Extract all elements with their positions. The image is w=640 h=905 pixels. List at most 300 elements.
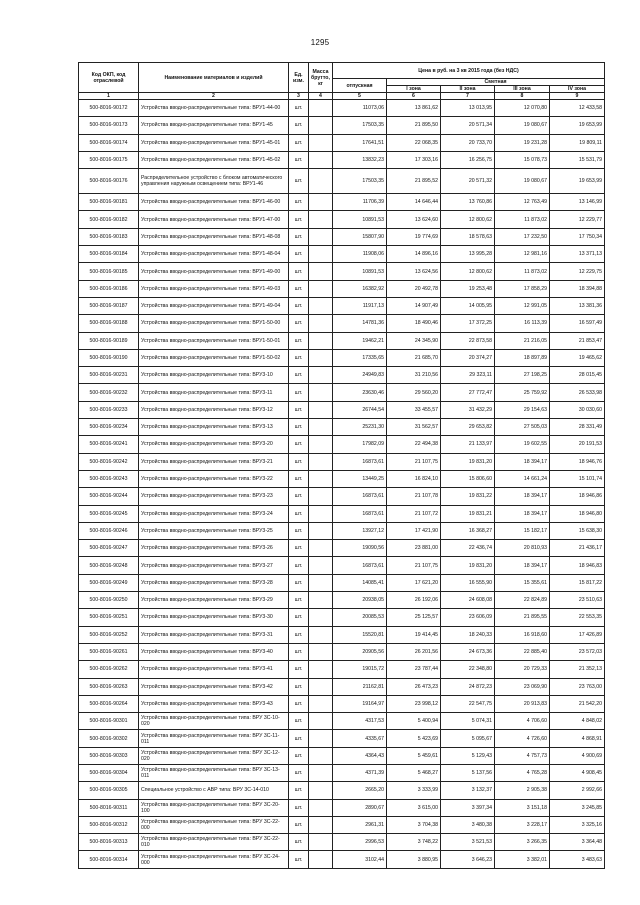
cell-zone1-price: 3 333,99: [387, 782, 441, 799]
cell-name: Устройства вводно-распределительные типа: ВРУ1-49-03: [139, 280, 289, 297]
cell-zone3-price: 18 394,17: [495, 557, 550, 574]
table-row: [79, 540, 605, 557]
cell-mass: [309, 453, 333, 470]
cell-unit: шт.: [289, 297, 309, 314]
cell-mass: [309, 557, 333, 574]
cell-zone2-price: 18 578,63: [441, 228, 495, 245]
cell-zone3-price: 12 991,05: [495, 297, 550, 314]
cell-unit: шт.: [289, 557, 309, 574]
cell-zone1-price: 20 492,78: [387, 280, 441, 297]
cell-unit: шт.: [289, 453, 309, 470]
cell-zone3-price: 14 661,24: [495, 470, 550, 487]
cell-zone3-price: 29 154,63: [495, 401, 550, 418]
cell-zone4-price: 3 245,85: [550, 799, 605, 816]
cell-zone3-price: 4 726,60: [495, 730, 550, 747]
cell-name: Распределительное устройство с блоком автоматического управления наружным освещением типа: ВРУ1-46: [139, 169, 289, 194]
cell-unit: шт.: [289, 661, 309, 678]
table-row: [79, 280, 605, 297]
cell-zone4-price: 13 381,36: [550, 297, 605, 314]
cell-zone4-price: 2 992,66: [550, 782, 605, 799]
cell-zone2-price: 5 095,67: [441, 730, 495, 747]
cell-zone1-price: 3 880,95: [387, 851, 441, 868]
cell-zone2-price: 3 397,34: [441, 799, 495, 816]
cell-name: Устройства вводно-распределительные типа: ВРУ1-45-02: [139, 151, 289, 168]
cell-code: 500-8016-90249: [79, 574, 139, 591]
cell-zone4-price: 18 946,83: [550, 557, 605, 574]
cell-release-price: 15807,90: [333, 228, 387, 245]
cell-zone2-price: 24 872,23: [441, 678, 495, 695]
cell-zone4-price: 3 483,63: [550, 851, 605, 868]
cell-unit: шт.: [289, 194, 309, 211]
cell-name: Устройства вводно-распределительные типа: ВРУ1-50-02: [139, 349, 289, 366]
cell-zone4-price: 12 229,75: [550, 263, 605, 280]
cell-name: Устройства вводно-распределительные типа: ВРУ1-45: [139, 117, 289, 134]
cell-name: Устройства вводно-распределительные типа: ВРУ3-23: [139, 488, 289, 505]
cell-name: Устройства вводно-распределительные типа: ВРУ1-44-00: [139, 100, 289, 117]
table-row: [79, 134, 605, 151]
cell-name: Устройства вводно-распределительные типа: ВРУ1-46-00: [139, 194, 289, 211]
cell-code: 500-8016-90248: [79, 557, 139, 574]
cell-zone4-price: 19 465,62: [550, 349, 605, 366]
cell-zone2-price: 24 608,08: [441, 592, 495, 609]
cell-release-price: 17335,65: [333, 349, 387, 366]
cell-unit: шт.: [289, 505, 309, 522]
cell-zone4-price: 15 817,22: [550, 574, 605, 591]
cell-name: Устройства вводно-распределительные типа: ВРУ3-42: [139, 678, 289, 695]
cell-zone4-price: 4 868,91: [550, 730, 605, 747]
cell-zone1-price: 29 560,20: [387, 384, 441, 401]
header-estimate: Сметная: [387, 79, 605, 86]
cell-code: 500-8016-90182: [79, 211, 139, 228]
cell-zone2-price: 22 348,80: [441, 661, 495, 678]
cell-zone1-price: 21 107,72: [387, 505, 441, 522]
cell-unit: шт.: [289, 332, 309, 349]
cell-unit: шт.: [289, 747, 309, 764]
cell-code: 500-8016-90301: [79, 713, 139, 730]
cell-zone3-price: 27 198,25: [495, 367, 550, 384]
cell-zone2-price: 17 372,25: [441, 315, 495, 332]
table-row: [79, 228, 605, 245]
table-row: [79, 505, 605, 522]
cell-zone4-price: 4 908,45: [550, 764, 605, 781]
cell-zone4-price: 18 946,76: [550, 453, 605, 470]
cell-name: Устройства вводно-распределительные типа: ВРУ 3С-24-000: [139, 851, 289, 868]
cell-zone3-price: 11 873,02: [495, 211, 550, 228]
col-num: 9: [550, 93, 605, 100]
cell-zone4-price: 3 325,16: [550, 816, 605, 833]
cell-mass: [309, 349, 333, 366]
cell-unit: шт.: [289, 263, 309, 280]
cell-code: 500-8016-90232: [79, 384, 139, 401]
cell-zone2-price: 16 256,75: [441, 151, 495, 168]
cell-zone3-price: 3 266,35: [495, 834, 550, 851]
table-row: [79, 661, 605, 678]
cell-mass: [309, 419, 333, 436]
table-row: [79, 211, 605, 228]
cell-mass: [309, 470, 333, 487]
cell-zone4-price: 12 433,58: [550, 100, 605, 117]
cell-release-price: 19164,97: [333, 695, 387, 712]
price-table: [78, 62, 605, 869]
cell-zone2-price: 20 374,27: [441, 349, 495, 366]
cell-code: 500-8016-90231: [79, 367, 139, 384]
cell-code: 500-8016-90241: [79, 436, 139, 453]
cell-release-price: 19462,21: [333, 332, 387, 349]
cell-code: 500-8016-90252: [79, 626, 139, 643]
cell-zone3-price: 20 729,33: [495, 661, 550, 678]
page-number: 1295: [310, 38, 330, 47]
cell-mass: [309, 695, 333, 712]
cell-mass: [309, 816, 333, 833]
cell-unit: шт.: [289, 211, 309, 228]
cell-name: Устройства вводно-распределительные типа: ВРУ3-20: [139, 436, 289, 453]
cell-release-price: 16873,61: [333, 505, 387, 522]
cell-release-price: 16873,61: [333, 557, 387, 574]
cell-zone4-price: 18 946,86: [550, 488, 605, 505]
cell-zone2-price: 22 547,75: [441, 695, 495, 712]
cell-name: Устройства вводно-распределительные типа: ВРУ1-49-00: [139, 263, 289, 280]
cell-code: 500-8016-90174: [79, 134, 139, 151]
cell-zone3-price: 3 151,18: [495, 799, 550, 816]
cell-zone2-price: 12 800,62: [441, 211, 495, 228]
cell-unit: шт.: [289, 540, 309, 557]
cell-zone1-price: 21 685,70: [387, 349, 441, 366]
col-num: 7: [441, 93, 495, 100]
cell-zone2-price: 20 571,32: [441, 169, 495, 194]
cell-name: Устройства вводно-распределительные типа: ВРУ 3С-22-010: [139, 834, 289, 851]
cell-mass: [309, 764, 333, 781]
cell-release-price: 20938,05: [333, 592, 387, 609]
cell-unit: шт.: [289, 574, 309, 591]
cell-zone2-price: 27 772,47: [441, 384, 495, 401]
cell-zone1-price: 23 787,44: [387, 661, 441, 678]
cell-unit: шт.: [289, 782, 309, 799]
cell-code: 500-8016-90314: [79, 851, 139, 868]
table-row: [79, 384, 605, 401]
cell-zone3-price: 19 602,55: [495, 436, 550, 453]
cell-unit: шт.: [289, 228, 309, 245]
table-row: [79, 401, 605, 418]
cell-zone4-price: 28 015,45: [550, 367, 605, 384]
cell-zone1-price: 17 621,20: [387, 574, 441, 591]
cell-release-price: 17982,09: [333, 436, 387, 453]
cell-unit: шт.: [289, 764, 309, 781]
cell-unit: шт.: [289, 117, 309, 134]
cell-release-price: 25231,30: [333, 419, 387, 436]
table-row: [79, 419, 605, 436]
cell-zone2-price: 29 653,82: [441, 419, 495, 436]
cell-code: 500-8016-90244: [79, 488, 139, 505]
cell-mass: [309, 401, 333, 418]
cell-zone1-price: 31 562,57: [387, 419, 441, 436]
table-row: [79, 643, 605, 660]
cell-unit: шт.: [289, 151, 309, 168]
header-unit: Ед. изм.: [289, 63, 309, 93]
cell-release-price: 11706,39: [333, 194, 387, 211]
cell-code: 500-8016-90186: [79, 280, 139, 297]
cell-zone1-price: 5 468,27: [387, 764, 441, 781]
col-num: 2: [139, 93, 289, 100]
cell-zone1-price: 21 107,75: [387, 557, 441, 574]
cell-release-price: 17503,35: [333, 117, 387, 134]
cell-zone3-price: 18 394,17: [495, 505, 550, 522]
cell-zone2-price: 15 806,60: [441, 470, 495, 487]
cell-unit: шт.: [289, 280, 309, 297]
cell-zone3-price: 17 232,50: [495, 228, 550, 245]
cell-name: Устройства вводно-распределительные типа: ВРУ1-48-04: [139, 246, 289, 263]
cell-zone3-price: 12 981,16: [495, 246, 550, 263]
cell-zone1-price: 5 423,69: [387, 730, 441, 747]
cell-code: 500-8016-90303: [79, 747, 139, 764]
cell-release-price: 2961,31: [333, 816, 387, 833]
cell-zone2-price: 31 432,29: [441, 401, 495, 418]
cell-release-price: 10891,53: [333, 263, 387, 280]
cell-mass: [309, 799, 333, 816]
cell-mass: [309, 436, 333, 453]
cell-release-price: 11908,06: [333, 246, 387, 263]
cell-zone2-price: 29 323,11: [441, 367, 495, 384]
cell-zone4-price: 17 750,34: [550, 228, 605, 245]
col-num: 5: [333, 93, 387, 100]
table-row: [79, 117, 605, 134]
cell-zone4-price: 15 531,79: [550, 151, 605, 168]
cell-zone4-price: 23 572,03: [550, 643, 605, 660]
cell-unit: шт.: [289, 695, 309, 712]
col-num: 3: [289, 93, 309, 100]
cell-zone1-price: 22 494,38: [387, 436, 441, 453]
cell-zone2-price: 19 831,20: [441, 557, 495, 574]
cell-zone4-price: 19 653,99: [550, 117, 605, 134]
table-row: [79, 713, 605, 730]
cell-release-price: 23630,46: [333, 384, 387, 401]
table-row: [79, 522, 605, 539]
header-zone-1: I зона: [387, 86, 441, 93]
cell-release-price: 4317,53: [333, 713, 387, 730]
cell-zone2-price: 16 368,27: [441, 522, 495, 539]
cell-zone1-price: 21 895,52: [387, 169, 441, 194]
cell-mass: [309, 747, 333, 764]
cell-release-price: 14781,36: [333, 315, 387, 332]
cell-code: 500-8016-90261: [79, 643, 139, 660]
cell-zone1-price: 5 459,61: [387, 747, 441, 764]
cell-zone2-price: 24 673,36: [441, 643, 495, 660]
cell-code: 500-8016-90234: [79, 419, 139, 436]
cell-zone4-price: 15 638,30: [550, 522, 605, 539]
cell-zone2-price: 16 555,90: [441, 574, 495, 591]
cell-unit: шт.: [289, 470, 309, 487]
cell-name: Устройства вводно-распределительные типа: ВРУ3-13: [139, 419, 289, 436]
cell-zone1-price: 26 192,06: [387, 592, 441, 609]
col-num: 1: [79, 93, 139, 100]
table-row: [79, 151, 605, 168]
cell-zone2-price: 13 760,86: [441, 194, 495, 211]
table-row: [79, 315, 605, 332]
cell-zone1-price: 22 068,35: [387, 134, 441, 151]
cell-zone1-price: 23 881,00: [387, 540, 441, 557]
cell-code: 500-8016-90313: [79, 834, 139, 851]
cell-zone3-price: 11 873,02: [495, 263, 550, 280]
cell-code: 500-8016-90184: [79, 246, 139, 263]
cell-mass: [309, 540, 333, 557]
table-row: [79, 816, 605, 833]
cell-name: Устройства вводно-распределительные типа: ВРУ 3С-12-020: [139, 747, 289, 764]
cell-unit: шт.: [289, 367, 309, 384]
cell-unit: шт.: [289, 488, 309, 505]
cell-zone1-price: 26 473,23: [387, 678, 441, 695]
header-release: отпускная: [333, 79, 387, 93]
cell-zone2-price: 12 800,62: [441, 263, 495, 280]
cell-code: 500-8016-90176: [79, 169, 139, 194]
header-zone-3: III зона: [495, 86, 550, 93]
cell-zone4-price: 21 542,20: [550, 695, 605, 712]
table-body: [79, 100, 605, 869]
cell-mass: [309, 297, 333, 314]
cell-zone1-price: 5 400,94: [387, 713, 441, 730]
cell-release-price: 2890,67: [333, 799, 387, 816]
cell-name: Устройства вводно-распределительные типа: ВРУ1-45-01: [139, 134, 289, 151]
cell-release-price: 21162,81: [333, 678, 387, 695]
cell-release-price: 16873,61: [333, 488, 387, 505]
table-row: [79, 626, 605, 643]
cell-zone1-price: 18 490,46: [387, 315, 441, 332]
cell-zone3-price: 22 885,40: [495, 643, 550, 660]
cell-zone1-price: 24 345,90: [387, 332, 441, 349]
cell-zone1-price: 19 774,69: [387, 228, 441, 245]
table-row: [79, 263, 605, 280]
cell-zone3-price: 4 757,73: [495, 747, 550, 764]
cell-zone4-price: 26 533,98: [550, 384, 605, 401]
cell-zone3-price: 22 824,89: [495, 592, 550, 609]
cell-name: Устройства вводно-распределительные типа: ВРУ 3С-13-011: [139, 764, 289, 781]
cell-unit: шт.: [289, 419, 309, 436]
cell-zone2-price: 21 133,97: [441, 436, 495, 453]
cell-code: 500-8016-90262: [79, 661, 139, 678]
table-row: [79, 574, 605, 591]
cell-mass: [309, 151, 333, 168]
cell-code: 500-8016-90245: [79, 505, 139, 522]
cell-zone3-price: 18 394,17: [495, 453, 550, 470]
cell-mass: [309, 246, 333, 263]
cell-unit: шт.: [289, 522, 309, 539]
cell-zone4-price: 23 763,00: [550, 678, 605, 695]
cell-release-price: 4364,43: [333, 747, 387, 764]
cell-zone1-price: 3 615,00: [387, 799, 441, 816]
cell-mass: [309, 609, 333, 626]
cell-code: 500-8016-90187: [79, 297, 139, 314]
cell-zone1-price: 3 704,38: [387, 816, 441, 833]
cell-release-price: 13927,12: [333, 522, 387, 539]
cell-zone4-price: 19 653,99: [550, 169, 605, 194]
cell-zone1-price: 16 824,10: [387, 470, 441, 487]
cell-unit: шт.: [289, 315, 309, 332]
col-num: 6: [387, 93, 441, 100]
cell-mass: [309, 574, 333, 591]
cell-zone1-price: 17 303,16: [387, 151, 441, 168]
cell-release-price: 11917,13: [333, 297, 387, 314]
cell-zone3-price: 3 382,01: [495, 851, 550, 868]
cell-mass: [309, 505, 333, 522]
cell-zone1-price: 21 107,78: [387, 488, 441, 505]
col-num: 8: [495, 93, 550, 100]
cell-name: Устройства вводно-распределительные типа: ВРУ 3С-22-000: [139, 816, 289, 833]
cell-release-price: 24949,83: [333, 367, 387, 384]
cell-release-price: 2996,53: [333, 834, 387, 851]
table-row: [79, 246, 605, 263]
cell-zone3-price: 4 765,28: [495, 764, 550, 781]
cell-name: Устройства вводно-распределительные типа: ВРУ 3С-11-011: [139, 730, 289, 747]
cell-code: 500-8016-90250: [79, 592, 139, 609]
cell-zone3-price: 15 078,73: [495, 151, 550, 168]
cell-code: 500-8016-90173: [79, 117, 139, 134]
cell-unit: шт.: [289, 730, 309, 747]
cell-unit: шт.: [289, 834, 309, 851]
cell-zone1-price: 23 998,12: [387, 695, 441, 712]
table-row: [79, 436, 605, 453]
cell-release-price: 17503,35: [333, 169, 387, 194]
cell-zone4-price: 12 229,77: [550, 211, 605, 228]
cell-zone4-price: 21 352,13: [550, 661, 605, 678]
cell-name: Устройства вводно-распределительные типа: ВРУ3-31: [139, 626, 289, 643]
cell-zone1-price: 17 421,90: [387, 522, 441, 539]
cell-code: 500-8016-90247: [79, 540, 139, 557]
cell-zone4-price: 15 101,74: [550, 470, 605, 487]
cell-zone2-price: 5 137,56: [441, 764, 495, 781]
cell-release-price: 4335,67: [333, 730, 387, 747]
cell-unit: шт.: [289, 169, 309, 194]
cell-zone2-price: 20 571,34: [441, 117, 495, 134]
header-zone-4: IV зона: [550, 86, 605, 93]
cell-name: Устройства вводно-распределительные типа: ВРУ3-21: [139, 453, 289, 470]
cell-zone1-price: 21 107,75: [387, 453, 441, 470]
cell-zone1-price: 21 895,50: [387, 117, 441, 134]
cell-zone2-price: 20 733,70: [441, 134, 495, 151]
table-row: [79, 488, 605, 505]
table-row: [79, 782, 605, 799]
table-row: [79, 695, 605, 712]
cell-code: 500-8016-90302: [79, 730, 139, 747]
cell-release-price: 11073,06: [333, 100, 387, 117]
cell-mass: [309, 194, 333, 211]
cell-release-price: 10891,53: [333, 211, 387, 228]
cell-mass: [309, 678, 333, 695]
cell-release-price: 3102,44: [333, 851, 387, 868]
cell-zone3-price: 18 394,17: [495, 488, 550, 505]
cell-release-price: 20905,56: [333, 643, 387, 660]
cell-name: Устройства вводно-распределительные типа: ВРУ1-48-08: [139, 228, 289, 245]
cell-code: 500-8016-90242: [79, 453, 139, 470]
cell-release-price: 13832,23: [333, 151, 387, 168]
cell-name: Устройства вводно-распределительные типа: ВРУ 3С-20-100: [139, 799, 289, 816]
cell-unit: шт.: [289, 246, 309, 263]
cell-zone4-price: 3 364,48: [550, 834, 605, 851]
cell-zone1-price: 14 896,16: [387, 246, 441, 263]
cell-code: 500-8016-90190: [79, 349, 139, 366]
cell-mass: [309, 100, 333, 117]
cell-release-price: 16382,92: [333, 280, 387, 297]
cell-unit: шт.: [289, 436, 309, 453]
cell-zone1-price: 13 624,56: [387, 263, 441, 280]
cell-zone2-price: 19 831,22: [441, 488, 495, 505]
cell-zone4-price: 18 394,88: [550, 280, 605, 297]
cell-code: 500-8016-90251: [79, 609, 139, 626]
cell-mass: [309, 117, 333, 134]
cell-mass: [309, 730, 333, 747]
cell-release-price: 14085,41: [333, 574, 387, 591]
cell-code: 500-8016-90183: [79, 228, 139, 245]
cell-zone1-price: 26 201,56: [387, 643, 441, 660]
cell-zone4-price: 30 030,60: [550, 401, 605, 418]
cell-name: Устройства вводно-распределительные типа: ВРУ3-11: [139, 384, 289, 401]
